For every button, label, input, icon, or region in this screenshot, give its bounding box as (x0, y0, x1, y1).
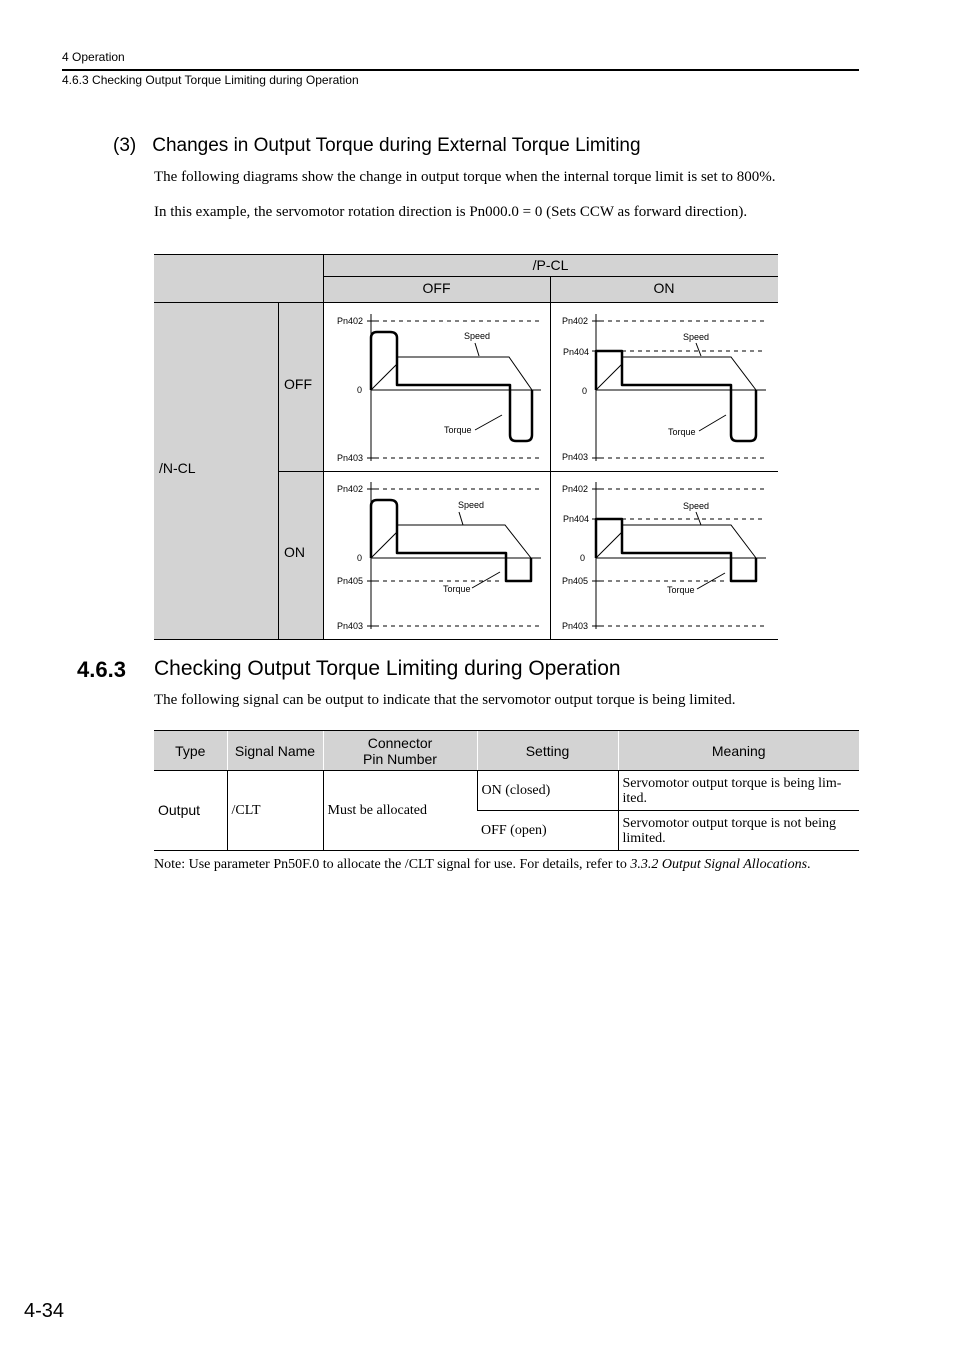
header-chapter: 4 Operation (62, 50, 125, 64)
label-torque: Torque (444, 425, 472, 435)
cell-setting: ON (closed) (477, 771, 618, 811)
label-pn402: Pn402 (562, 484, 589, 494)
col-setting: Setting (477, 731, 618, 771)
label-pn403: Pn403 (337, 621, 364, 631)
label-zero: 0 (357, 385, 363, 395)
label-speed: Speed (683, 501, 710, 511)
note-end: . (807, 857, 811, 872)
col-connector: Connector (367, 734, 433, 751)
label-pn405: Pn405 (562, 576, 589, 586)
table-header-row (154, 731, 859, 771)
diagram-pcl-off-ncl-on (337, 482, 541, 631)
ncl-on-label: ON (284, 544, 305, 560)
torque-diagram-table (154, 254, 778, 640)
ncl-off-label: OFF (284, 376, 312, 392)
paragraph-example: In this example, the servomotor rotation direction is Pn000.0 = 0 (Sets CCW as forward direction). (154, 204, 748, 220)
label-zero: 0 (357, 553, 363, 563)
section-number: 4.6.3 (77, 657, 126, 682)
label-pn404: Pn404 (563, 514, 590, 524)
signal-table (154, 730, 859, 851)
label-zero: 0 (582, 386, 588, 396)
subsection-number: (3) (113, 135, 137, 156)
label-pn402: Pn402 (337, 316, 364, 326)
label-torque: Torque (668, 427, 696, 437)
col-pin-number: Pin Number (363, 750, 437, 767)
label-speed: Speed (458, 500, 485, 510)
label-speed: Speed (683, 332, 710, 342)
note-text: Note: Use parameter Pn50F.0 to allocate the /CLT signal for use. For details, refer to (154, 857, 631, 872)
cell-type: Output (154, 771, 227, 851)
col-signal-name: Signal Name (227, 731, 323, 771)
table-row (154, 771, 859, 811)
label-pn402: Pn402 (562, 316, 589, 326)
label-pn403: Pn403 (562, 452, 589, 462)
cell-meaning (618, 811, 859, 851)
label-pn402: Pn402 (337, 484, 364, 494)
section-paragraph: The following signal can be output to indicate that the servomotor output torque is being limited. (154, 692, 736, 708)
label-pn403: Pn403 (337, 453, 364, 463)
cell-signal-name: /CLT (227, 771, 323, 851)
meaning-line2: limited. (622, 830, 666, 846)
paragraph-intro: The following diagrams show the change in output torque when the internal torque limit is set to 800%. (154, 169, 776, 185)
label-zero: 0 (580, 553, 586, 563)
cell-pin: Must be allocated (323, 771, 477, 851)
torque-diagrams (154, 254, 778, 640)
label-speed: Speed (464, 331, 491, 341)
header-rule (62, 69, 859, 71)
pcl-label: /P-CL (532, 257, 569, 273)
header-section: 4.6.3 Checking Output Torque Limiting during Operation (62, 73, 359, 87)
page-number: 4-34 (24, 1300, 65, 1322)
label-pn405: Pn405 (337, 576, 364, 586)
meaning-line1: Servomotor output torque is being lim- (622, 775, 842, 791)
col-connector-pin (323, 731, 477, 771)
subsection-heading (113, 135, 641, 157)
meaning-line2: ited. (622, 790, 647, 806)
cell-setting: OFF (open) (477, 811, 618, 851)
meaning-line1: Servomotor output torque is not being (622, 815, 836, 831)
col-meaning: Meaning (618, 731, 859, 771)
diagram-pcl-off-ncl-off (337, 314, 541, 463)
label-torque: Torque (667, 585, 695, 595)
col-type: Type (154, 731, 227, 771)
label-pn403: Pn403 (562, 621, 589, 631)
note (154, 857, 811, 873)
pcl-off-label: OFF (422, 280, 451, 296)
section-title: Checking Output Torque Limiting during Operation (154, 657, 621, 680)
diagram-pcl-on-ncl-off (562, 314, 766, 462)
cell-meaning (618, 771, 859, 811)
subsection-title: Changes in Output Torque during External Torque Limiting (152, 135, 641, 156)
diagram-pcl-on-ncl-on (562, 482, 766, 631)
pcl-on-label: ON (653, 280, 675, 296)
label-pn404: Pn404 (563, 347, 590, 357)
note-reference-link[interactable]: 3.3.2 Output Signal Allocations (630, 857, 808, 872)
label-torque: Torque (443, 584, 471, 594)
ncl-label: /N-CL (159, 460, 196, 476)
